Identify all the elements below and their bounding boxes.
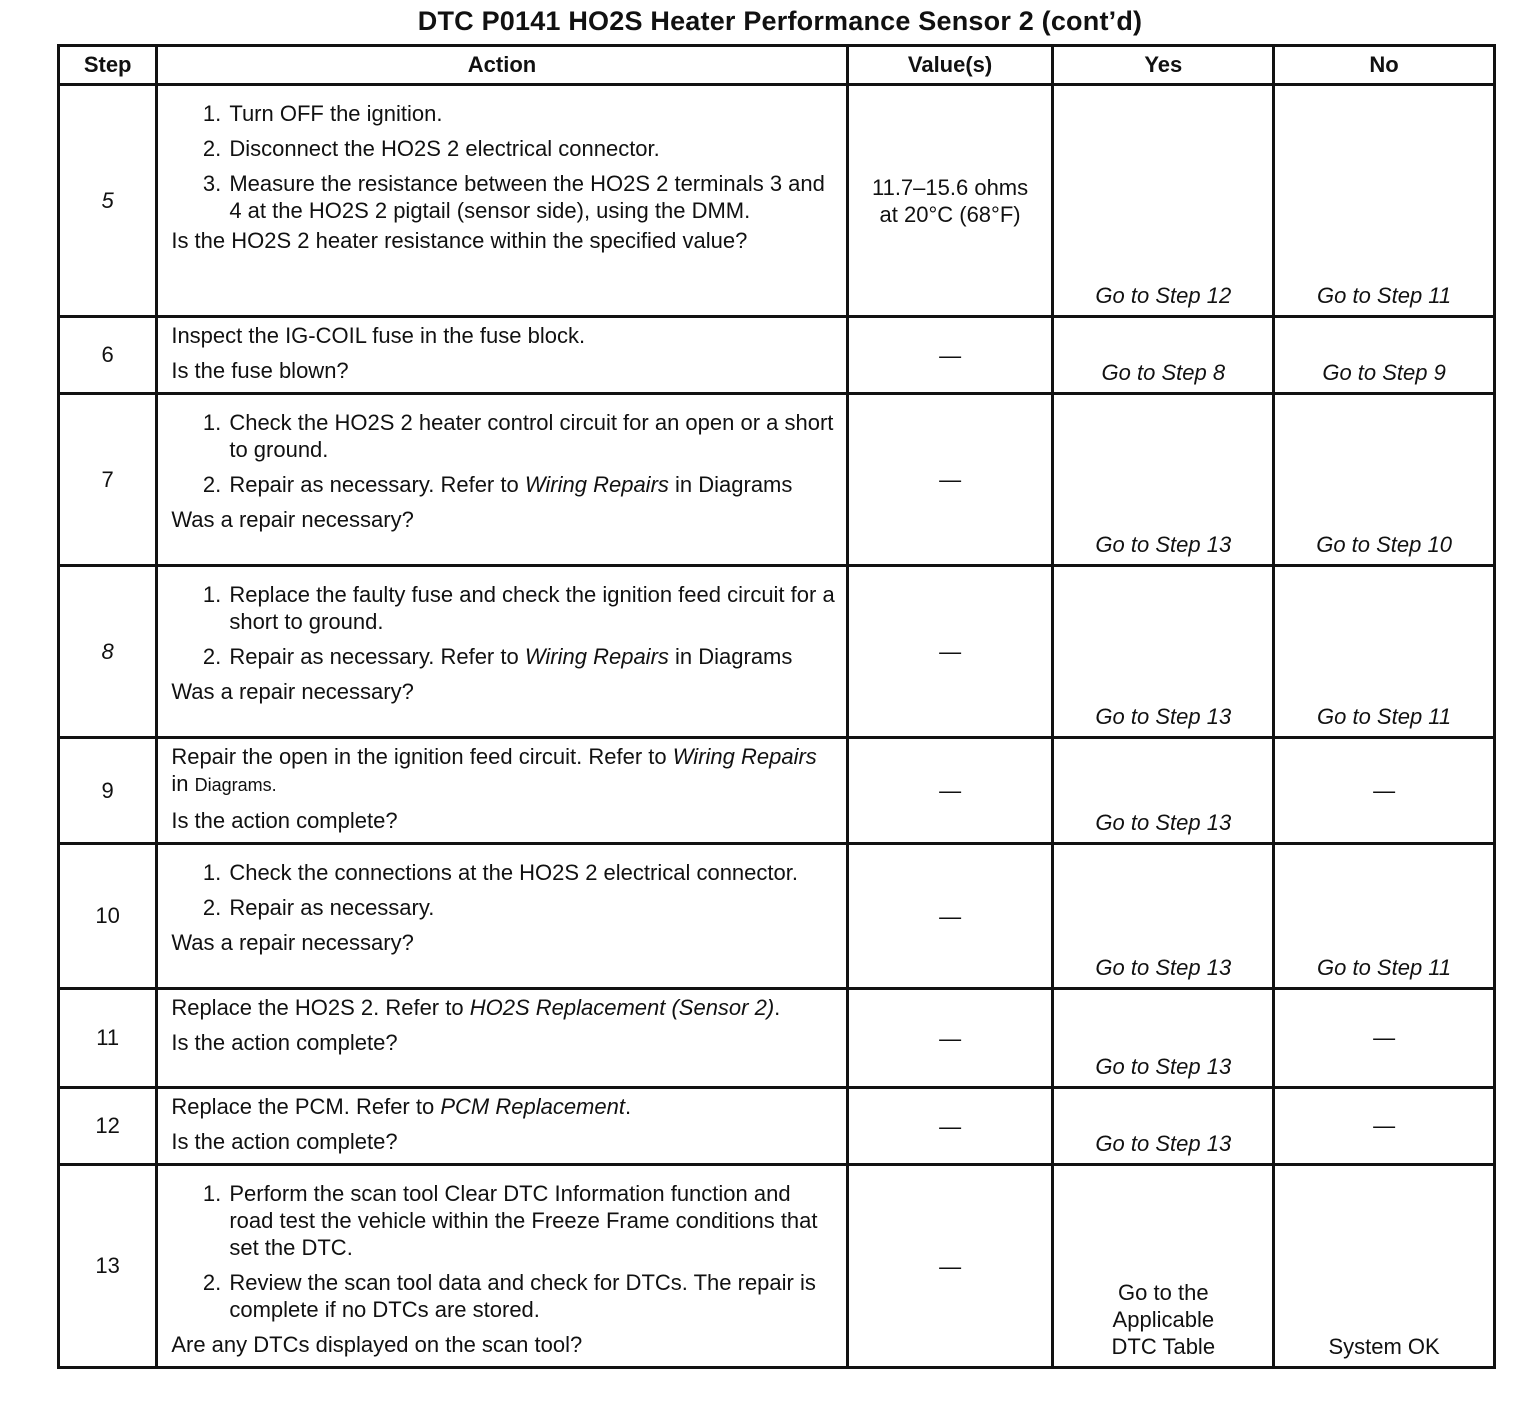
value-cell: — xyxy=(847,394,1053,566)
action-cell xyxy=(157,85,847,317)
action-item: 2. Disconnect the HO2S 2 electrical connector. xyxy=(227,135,837,162)
no-cell: — xyxy=(1274,1088,1495,1165)
action-text: in Diagrams xyxy=(668,644,793,669)
no-cell: — xyxy=(1274,738,1495,844)
yes-line: Applicable xyxy=(1112,1307,1215,1332)
no-cell: Go to Step 10 xyxy=(1274,394,1495,566)
yes-cell: Go to Step 8 xyxy=(1053,317,1274,394)
diagnostic-table xyxy=(57,44,1496,1369)
step-number: 10 xyxy=(59,844,157,989)
action-question: Is the HO2S 2 heater resistance within the specified value? xyxy=(171,228,748,253)
header-row xyxy=(59,46,1495,85)
header-step: Step xyxy=(59,46,157,85)
value-cell: — xyxy=(847,844,1053,989)
action-cell xyxy=(157,1088,847,1165)
action-text: Inspect the IG-COIL fuse in the fuse block. xyxy=(171,323,586,348)
action-question: Are any DTCs displayed on the scan tool? xyxy=(171,1332,583,1357)
value-cell: — xyxy=(847,1088,1053,1165)
action-list xyxy=(171,581,837,670)
reference-link-text: PCM Replacement xyxy=(440,1094,625,1119)
action-question: Is the action complete? xyxy=(171,1129,398,1154)
table-row xyxy=(59,566,1495,738)
reference-link-text: HO2S Replacement (Sensor 2) xyxy=(469,995,775,1020)
action-cell xyxy=(157,566,847,738)
action-item xyxy=(227,643,837,670)
no-cell: — xyxy=(1274,989,1495,1088)
yes-cell: Go to Step 13 xyxy=(1053,738,1274,844)
value-cell: — xyxy=(847,989,1053,1088)
action-question: Is the action complete? xyxy=(171,1030,398,1055)
action-text: Repair as necessary. Refer to xyxy=(229,644,525,669)
action-text: Repair as necessary. Refer to xyxy=(229,472,525,497)
step-number: 5 xyxy=(59,85,157,317)
table-row xyxy=(59,1088,1495,1165)
action-text: . xyxy=(774,995,781,1020)
action-text-block xyxy=(171,994,837,1021)
table-row xyxy=(59,738,1495,844)
no-cell: Go to Step 11 xyxy=(1274,844,1495,989)
yes-cell: Go to Step 13 xyxy=(1053,1088,1274,1165)
action-item: 1. Check the connections at the HO2S 2 electrical connector. xyxy=(227,859,837,886)
yes-cell: Go to Step 12 xyxy=(1053,85,1274,317)
no-cell: Go to Step 9 xyxy=(1274,317,1495,394)
action-list xyxy=(171,100,837,224)
no-cell: Go to Step 11 xyxy=(1274,85,1495,317)
reference-link-text: Wiring Repairs xyxy=(672,744,817,769)
value-cell: — xyxy=(847,738,1053,844)
header-values: Value(s) xyxy=(847,46,1053,85)
action-cell xyxy=(157,394,847,566)
yes-cell: Go to Step 13 xyxy=(1053,394,1274,566)
no-cell: System OK xyxy=(1274,1165,1495,1368)
action-question: Is the fuse blown? xyxy=(171,358,349,383)
action-text-block xyxy=(171,743,837,799)
page-title: DTC P0141 HO2S Heater Performance Sensor 2 (cont’d) xyxy=(417,6,1143,36)
value-cell: — xyxy=(847,566,1053,738)
reference-link-text: Wiring Repairs xyxy=(524,644,669,669)
action-text: Diagrams. xyxy=(194,775,277,795)
value-cell xyxy=(847,85,1053,317)
action-cell xyxy=(157,1165,847,1368)
table-row xyxy=(59,394,1495,566)
action-cell xyxy=(157,844,847,989)
reference-link-text: Wiring Repairs xyxy=(524,472,669,497)
action-item: 1. Replace the faulty fuse and check the ignition feed circuit for a short to ground. xyxy=(227,581,837,635)
action-text: . xyxy=(624,1094,632,1119)
step-number: 7 xyxy=(59,394,157,566)
yes-cell xyxy=(1053,1165,1274,1368)
value-cell: — xyxy=(847,317,1053,394)
step-number: 9 xyxy=(59,738,157,844)
header-no: No xyxy=(1274,46,1495,85)
action-list xyxy=(171,409,837,498)
yes-cell: Go to Step 13 xyxy=(1053,989,1274,1088)
yes-line: DTC Table xyxy=(1111,1334,1216,1359)
action-cell xyxy=(157,317,847,394)
action-text: Repair the open in the ignition feed circuit. Refer to xyxy=(171,744,673,769)
header-yes: Yes xyxy=(1053,46,1274,85)
action-item: 2. Review the scan tool data and check for DTCs. The repair is complete if no DTCs are stored. xyxy=(227,1269,837,1323)
table-row xyxy=(59,844,1495,989)
table-row xyxy=(59,85,1495,317)
table-row xyxy=(59,989,1495,1088)
action-question: Was a repair necessary? xyxy=(171,930,414,955)
step-number: 12 xyxy=(59,1088,157,1165)
action-text-block xyxy=(171,1093,837,1120)
action-item xyxy=(227,471,837,498)
step-number: 13 xyxy=(59,1165,157,1368)
action-text: Replace the HO2S 2. Refer to xyxy=(171,995,470,1020)
action-item: 3. Measure the resistance between the HO2S 2 terminals 3 and 4 at the HO2S 2 pigtail (sensor side), using the DMM. xyxy=(227,170,837,224)
action-item: 1. Perform the scan tool Clear DTC Information function and road test the vehicle within the Freeze Frame conditions that set the DTC. xyxy=(227,1180,837,1261)
value-cell: — xyxy=(847,1165,1053,1368)
action-item: 1. Check the HO2S 2 heater control circuit for an open or a short to ground. xyxy=(227,409,837,463)
step-number: 8 xyxy=(59,566,157,738)
header-action: Action xyxy=(157,46,847,85)
action-item: 1. Turn OFF the ignition. xyxy=(227,100,837,127)
action-list xyxy=(171,1180,837,1323)
step-number: 6 xyxy=(59,317,157,394)
action-question: Is the action complete? xyxy=(171,808,398,833)
yes-line: Go to the xyxy=(1118,1280,1209,1305)
yes-cell: Go to Step 13 xyxy=(1053,844,1274,989)
no-cell: Go to Step 11 xyxy=(1274,566,1495,738)
action-list xyxy=(171,859,837,921)
action-cell xyxy=(157,989,847,1088)
yes-cell: Go to Step 13 xyxy=(1053,566,1274,738)
action-question: Was a repair necessary? xyxy=(171,507,414,532)
action-item: 2. Repair as necessary. xyxy=(227,894,837,921)
action-text: Replace the PCM. Refer to xyxy=(171,1094,441,1119)
table-row xyxy=(59,1165,1495,1368)
table-row xyxy=(59,317,1495,394)
action-text: in xyxy=(171,771,195,796)
value-line: at 20°C (68°F) xyxy=(879,201,1021,227)
step-number: 11 xyxy=(59,989,157,1088)
value-line: 11.7–15.6 ohms xyxy=(871,174,1029,200)
action-cell xyxy=(157,738,847,844)
action-text: in Diagrams xyxy=(668,472,793,497)
action-question: Was a repair necessary? xyxy=(171,679,414,704)
